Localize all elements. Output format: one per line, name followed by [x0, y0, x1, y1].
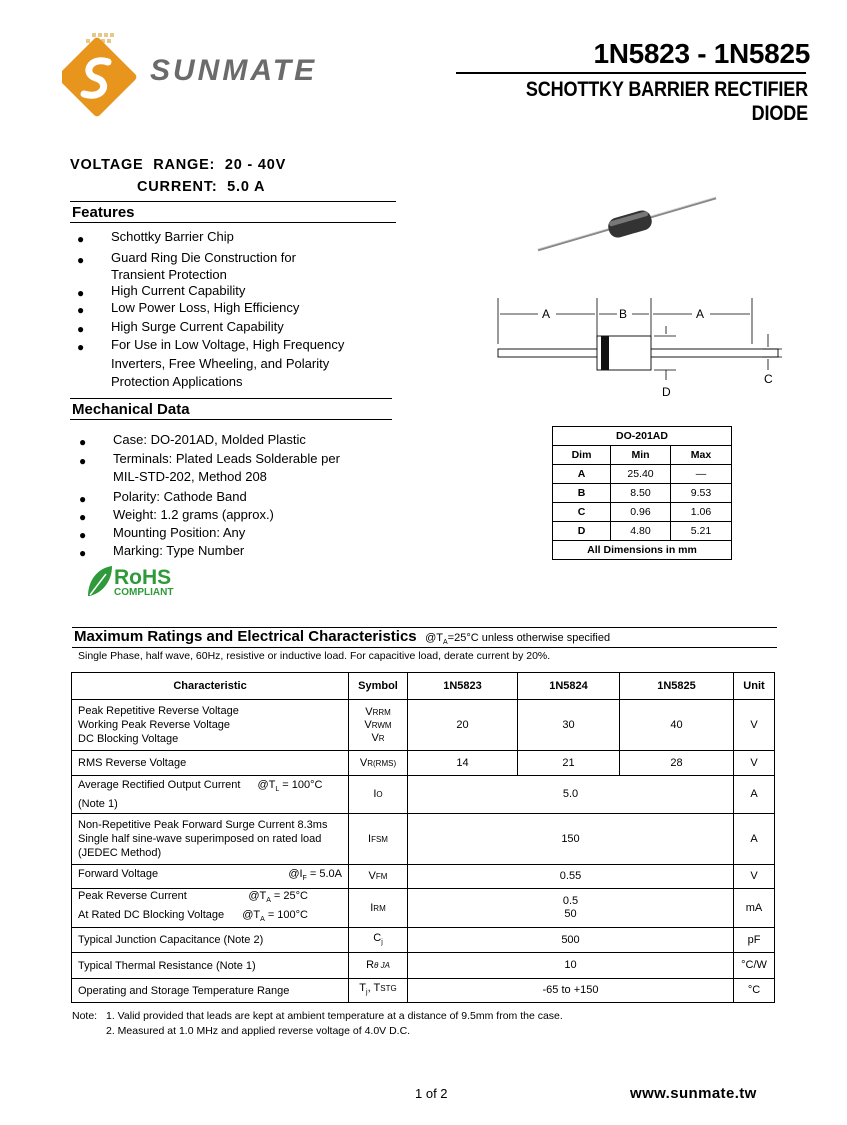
dim-table-footer: All Dimensions in mm: [553, 541, 732, 560]
rohs-badge: [84, 562, 194, 600]
rohs-compliant-text: COMPLIANT: [114, 587, 174, 598]
table-row: [72, 979, 775, 1003]
ratings-condition: $@T_A=25^\circ C$ unless otherwise specified: [425, 632, 611, 647]
value-cell: 10: [408, 953, 734, 979]
title-rule: [456, 72, 806, 74]
mechanical-top-rule: [70, 398, 392, 399]
max-cell: —: [671, 465, 732, 484]
part-number-title: 1N5823 - 1N5825: [593, 38, 810, 69]
characteristic-cell: Average Rectified Output Current $@T_L = 100^\circ C$ (Note 1): [72, 776, 349, 814]
value-cell: 28: [620, 751, 734, 776]
characteristic-cell: Typical Junction Capacitance (Note 2): [72, 928, 349, 953]
symbol-cell: VFM: [349, 865, 408, 889]
table-row: [72, 751, 775, 776]
min-cell: 4.80: [611, 522, 671, 541]
ratings-table: [71, 672, 775, 1003]
dim-table-title: DO-201AD: [553, 427, 732, 446]
bullet-icon: ●: [79, 528, 87, 542]
symbol-cell: $T_j$, TSTG: [349, 979, 408, 1003]
max-cell: 1.06: [671, 503, 732, 522]
features-title: Features: [72, 204, 135, 221]
min-header: Min: [611, 446, 671, 465]
list-item: ● Weight: 1.2 grams (approx.): [79, 507, 274, 524]
bullet-icon: ●: [79, 492, 87, 506]
mechanical-title: Mechanical Data: [72, 401, 190, 418]
unit-cell: V: [734, 865, 775, 889]
table-row: [553, 503, 732, 522]
value-cell: 5.0: [408, 776, 734, 814]
characteristic-cell: Non-Repetitive Peak Forward Surge Current 8.3ms Single half sine-wave superimposed on rated load (JEDEC Method): [72, 814, 349, 865]
characteristic-cell: Forward Voltage $@I_F = 5.0A$: [72, 865, 349, 889]
value-cell: 150: [408, 814, 734, 865]
list-item: ● Guard Ring Die Construction for: [77, 250, 296, 267]
device-description: SCHOTTKY BARRIER RECTIFIER DIODE: [525, 78, 808, 125]
value-cell: 20: [408, 700, 518, 751]
dim-cell: D: [553, 522, 611, 541]
table-row: [72, 889, 775, 928]
dim-cell: B: [553, 484, 611, 503]
table-row: [72, 776, 775, 814]
current-rating: CURRENT: 5.0 A: [137, 179, 266, 195]
bullet-icon: ●: [77, 286, 85, 300]
ratings-heading: [74, 628, 610, 646]
ratings-bottom-rule: [72, 647, 777, 648]
mechanical-bottom-rule: [70, 419, 392, 420]
unit-cell: mA: [734, 889, 775, 928]
characteristic-cell: RMS Reverse Voltage: [72, 751, 349, 776]
cathode-band: [601, 336, 609, 370]
list-item: ● Marking: Type Number: [79, 543, 245, 560]
col-header: Unit: [734, 673, 775, 700]
list-item: ● High Surge Current Capability: [77, 319, 284, 336]
value-cell: 500: [408, 928, 734, 953]
table-row: [553, 465, 732, 484]
features-top-rule: [70, 201, 396, 202]
value-cell: 0.55: [408, 865, 734, 889]
unit-cell: pF: [734, 928, 775, 953]
list-item: ● Terminals: Plated Leads Solderable per: [79, 451, 340, 468]
list-item: ● For Use in Low Voltage, High Frequency: [77, 337, 345, 354]
symbol-cell: IRM: [349, 889, 408, 928]
ratings-subnote: Single Phase, half wave, 60Hz, resistive or inductive load. For capacitive load, derate current by 20%.: [78, 650, 551, 662]
bullet-icon: ●: [77, 253, 85, 267]
dim-label-b: B: [619, 307, 628, 321]
table-row: [72, 865, 775, 889]
table-header-row: [72, 673, 775, 700]
dimension-drawing: [490, 290, 790, 400]
unit-cell: A: [734, 814, 775, 865]
list-item: ● Case: DO-201AD, Molded Plastic: [79, 432, 306, 449]
website-link[interactable]: www.sunmate.tw: [630, 1085, 757, 1102]
bullet-icon: ●: [79, 454, 87, 468]
value-cell: -65 to +150: [408, 979, 734, 1003]
dimension-table: [552, 426, 732, 560]
col-header: Characteristic: [72, 673, 349, 700]
max-header: Max: [671, 446, 732, 465]
features-bottom-rule: [70, 222, 396, 223]
bullet-icon: ●: [79, 435, 87, 449]
list-item: Inverters, Free Wheeling, and Polarity: [111, 356, 330, 371]
value-cell: 40: [620, 700, 734, 751]
notes-label: Note:: [72, 1010, 98, 1022]
symbol-cell: VR(RMS): [349, 751, 408, 776]
note-2: 2. Measured at 1.0 MHz and applied reverse voltage of 4.0V D.C.: [106, 1025, 411, 1037]
bullet-icon: ●: [77, 322, 85, 336]
symbol-cell: Rθ JA: [349, 953, 408, 979]
ratings-title: Maximum Ratings and Electrical Characteristics: [74, 628, 417, 645]
symbol-cell: VRRM VRWM VR: [349, 700, 408, 751]
voltage-range: VOLTAGE RANGE: 20 - 40V: [70, 157, 287, 173]
dim-label-c: C: [764, 372, 773, 386]
bullet-icon: ●: [79, 510, 87, 524]
table-row: [72, 814, 775, 865]
dim-label-a-left: A: [542, 307, 551, 321]
dim-label-a-right: A: [696, 307, 705, 321]
list-item: ● Schottky Barrier Chip: [77, 229, 234, 246]
min-cell: 25.40: [611, 465, 671, 484]
logo-wordmark: SUNMATE: [150, 54, 318, 87]
characteristic-cell: Operating and Storage Temperature Range: [72, 979, 349, 1003]
table-row: [72, 953, 775, 979]
list-item: MIL-STD-202, Method 208: [113, 469, 267, 484]
max-cell: 5.21: [671, 522, 732, 541]
value-cell: 21: [518, 751, 620, 776]
list-item: ● High Current Capability: [77, 283, 246, 300]
col-header: 1N5825: [620, 673, 734, 700]
page-number: 1 of 2: [415, 1086, 448, 1101]
list-item: ● Low Power Loss, High Efficiency: [77, 300, 300, 317]
unit-cell: A: [734, 776, 775, 814]
bullet-icon: ●: [77, 232, 85, 246]
table-row: [72, 700, 775, 751]
unit-cell: V: [734, 700, 775, 751]
bullet-icon: ●: [77, 303, 85, 317]
symbol-cell: IO: [349, 776, 408, 814]
col-header: Symbol: [349, 673, 408, 700]
table-row: [72, 928, 775, 953]
rohs-text: RoHS: [114, 566, 172, 589]
characteristic-cell: Peak Repetitive Reverse Voltage Working Peak Reverse Voltage DC Blocking Voltage: [72, 700, 349, 751]
characteristic-cell: Typical Thermal Resistance (Note 1): [72, 953, 349, 979]
bullet-icon: ●: [77, 340, 85, 354]
value-cell: 30: [518, 700, 620, 751]
diode-photo: [530, 190, 730, 260]
value-cell: 0.5 50: [408, 889, 734, 928]
unit-cell: V: [734, 751, 775, 776]
list-item: ● Mounting Position: Any: [79, 525, 246, 542]
symbol-cell: IFSM: [349, 814, 408, 865]
dim-label-d: D: [662, 385, 671, 399]
bullet-icon: ●: [79, 546, 87, 560]
dim-cell: C: [553, 503, 611, 522]
table-row: [553, 484, 732, 503]
unit-cell: °C/W: [734, 953, 775, 979]
note-1: 1. Valid provided that leads are kept at ambient temperature at a distance of 9.5mm from the case.: [106, 1010, 563, 1022]
table-row: [553, 522, 732, 541]
symbol-cell: $C_j$: [349, 928, 408, 953]
unit-cell: °C: [734, 979, 775, 1003]
min-cell: 8.50: [611, 484, 671, 503]
list-item: ● Polarity: Cathode Band: [79, 489, 247, 506]
value-cell: 14: [408, 751, 518, 776]
characteristic-cell: Peak Reverse Current $@T_A = 25^\circ C$ At Rated DC Blocking Voltage $@T_A = 100^\circ C$: [72, 889, 349, 928]
dim-cell: A: [553, 465, 611, 484]
min-cell: 0.96: [611, 503, 671, 522]
list-item: Transient Protection: [111, 267, 227, 282]
list-item: Protection Applications: [111, 374, 243, 389]
max-cell: 9.53: [671, 484, 732, 503]
col-header: 1N5824: [518, 673, 620, 700]
col-header: 1N5823: [408, 673, 518, 700]
brand-logo: [62, 30, 332, 120]
dim-header: Dim: [553, 446, 611, 465]
